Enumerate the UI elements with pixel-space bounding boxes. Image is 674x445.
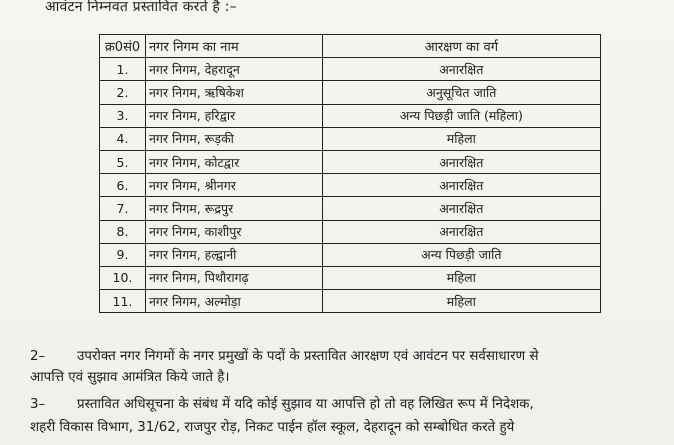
table-row [100, 290, 601, 313]
paragraph-2-number: 2– [30, 349, 46, 364]
row-serial: 3. [100, 104, 146, 127]
row-corporation-name: नगर निगम, पिथौरागढ़ [145, 266, 322, 289]
row-reservation-category: अनारक्षित [322, 150, 600, 173]
row-reservation-category: अनुसूचित जाति [322, 81, 600, 104]
table-row [100, 150, 601, 173]
row-serial: 10. [100, 266, 146, 289]
row-serial: 11. [100, 290, 146, 313]
row-corporation-name: नगर निगम, काशीपुर [145, 220, 322, 243]
table-header-row [100, 35, 601, 58]
table-row [100, 58, 601, 81]
row-serial: 6. [100, 174, 146, 197]
paragraph-2-line-2: आपत्ति एवं सुझाव आमंत्रित किये जाते है। [30, 370, 230, 385]
paragraph-2-line-1: उपरोक्त नगर निगमों के नगर प्रमुखों के पदों के प्रस्तावित आरक्षण एवं आवंटन पर सर्वसाधारण से [77, 349, 539, 364]
row-reservation-category: महिला [322, 266, 600, 289]
row-serial: 4. [100, 127, 146, 150]
row-reservation-category: महिला [322, 290, 600, 313]
row-corporation-name: नगर निगम, हल्द्वानी [145, 243, 322, 266]
row-serial: 5. [100, 150, 146, 173]
row-corporation-name: नगर निगम, देहरादून [145, 58, 322, 81]
row-corporation-name: नगर निगम, हरिद्वार [145, 104, 322, 127]
row-corporation-name: नगर निगम, रूद्रपुर [145, 197, 322, 220]
row-serial: 9. [100, 243, 146, 266]
table-row [100, 220, 601, 243]
row-serial: 7. [100, 197, 146, 220]
row-serial: 1. [100, 58, 146, 81]
row-serial: 8. [100, 220, 146, 243]
intro-text: आवंटन निम्नवत प्रस्तावित करते है :– [45, 0, 237, 15]
row-reservation-category: अन्य पिछड़ी जाति [322, 243, 600, 266]
row-corporation-name: नगर निगम, अल्मोड़ा [145, 290, 322, 313]
table-row [100, 81, 601, 104]
header-serial: क्र0सं0 [100, 35, 146, 58]
table-row [100, 174, 601, 197]
table-row [100, 104, 601, 127]
row-corporation-name: नगर निगम, कोटद्वार [145, 150, 322, 173]
row-corporation-name: नगर निगम, ऋषिकेश [145, 81, 322, 104]
reservation-table [99, 34, 601, 313]
table-row [100, 197, 601, 220]
row-serial: 2. [100, 81, 146, 104]
table-row [100, 266, 601, 289]
table-row [100, 127, 601, 150]
header-corporation-name: नगर निगम का नाम [145, 35, 322, 58]
row-reservation-category: अनारक्षित [322, 174, 600, 197]
table-row [100, 243, 601, 266]
row-corporation-name: नगर निगम, रूड़की [145, 127, 322, 150]
row-corporation-name: नगर निगम, श्रीनगर [145, 174, 322, 197]
row-reservation-category: महिला [322, 127, 600, 150]
row-reservation-category: अनारक्षित [322, 220, 600, 243]
header-reservation-category: आरक्षण का वर्ग [322, 35, 600, 58]
paragraph-3-line-1: प्रस्तावित अधिसूचना के संबंध में यदि कोई सुझाव या आपत्ति हो तो वह लिखित रूप में निदेशक, [77, 397, 534, 412]
row-reservation-category: अन्य पिछड़ी जाति (महिला) [322, 104, 600, 127]
paragraph-3-line-2: शहरी विकास विभाग, 31/62, राजपुर रोड़, निकट पाईन हॉल स्कूल, देहरादून को सम्बोधित करते हुये [30, 420, 515, 435]
row-reservation-category: अनारक्षित [322, 58, 600, 81]
paragraph-3-number: 3– [30, 397, 46, 412]
row-reservation-category: अनारक्षित [322, 197, 600, 220]
